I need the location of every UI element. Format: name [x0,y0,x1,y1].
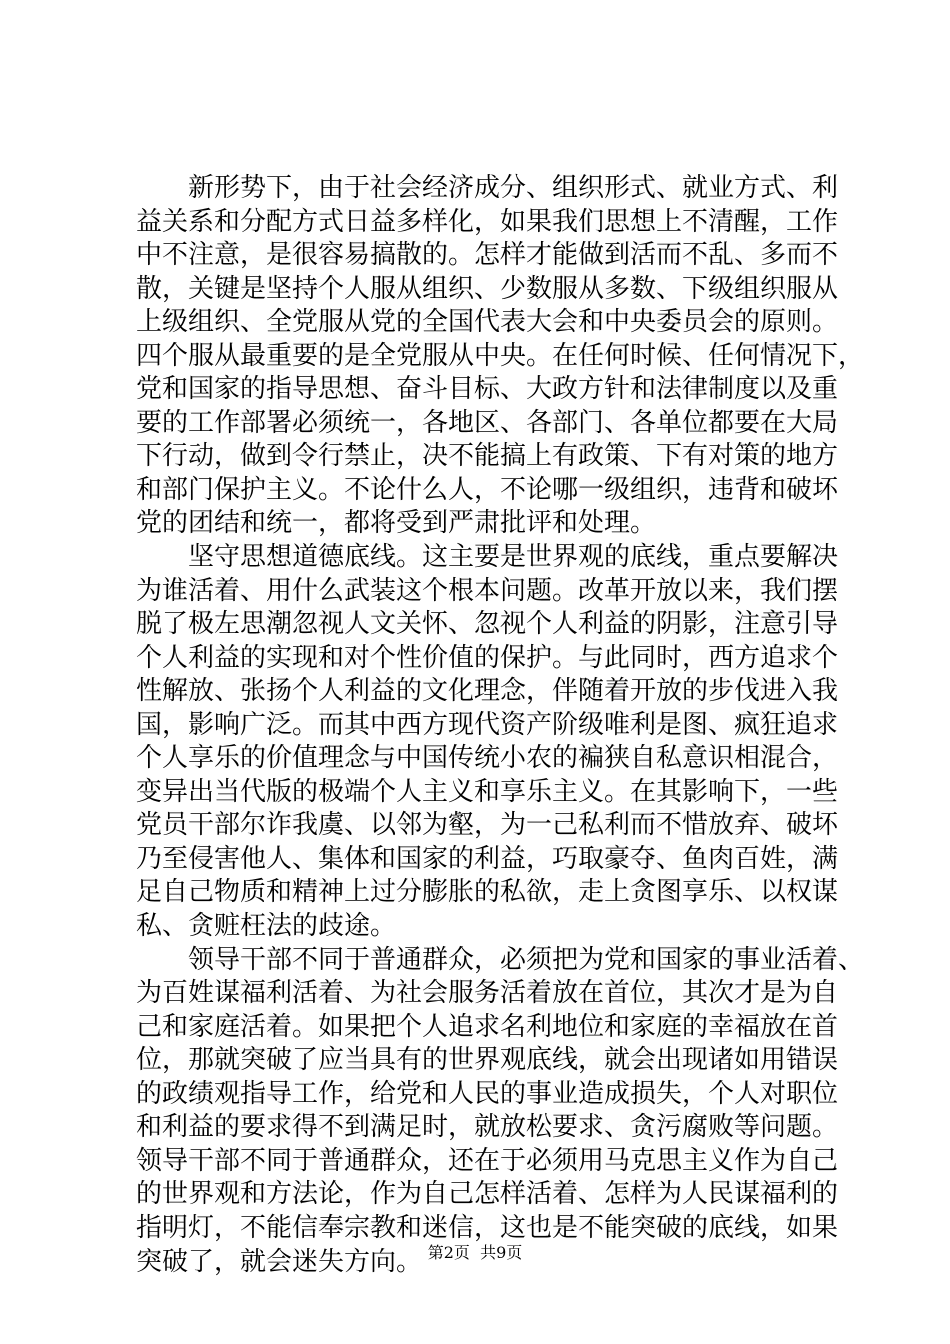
text-line: 突破了，就会迷失方向。 [136,1246,423,1277]
text-line: 党员干部尔诈我虞、以邻为壑，为一己私利而不惜放弃、破坏 [136,810,839,841]
text-line: 个人利益的实现和对个性价值的保护。与此同时，西方追求个 [136,642,839,673]
text-line: 中不注意，是很容易搞散的。怎样才能做到活而不乱、多而不 [136,240,839,271]
text-line: 国，影响广泛。而其中西方现代资产阶级唯利是图、疯狂追求 [136,709,839,740]
text-line: 指明灯，不能信奉宗教和迷信，这也是不能突破的底线，如果 [136,1212,839,1243]
text-line: 下行动，做到令行禁止，决不能搞上有政策、下有对策的地方 [136,441,839,472]
text-line: 己和家庭活着。如果把个人追求名利地位和家庭的幸福放在首 [136,1011,839,1042]
text-line: 党和国家的指导思想、奋斗目标、大政方针和法律制度以及重 [136,374,839,405]
text-line: 益关系和分配方式日益多样化，如果我们思想上不清醒，工作 [136,206,839,237]
text-line: 个人享乐的价值理念与中国传统小农的褊狭自私意识相混合， [136,743,839,774]
text-line: 和利益的要求得不到满足时，就放松要求、贪污腐败等问题。 [136,1112,839,1143]
text-line: 的世界观和方法论，作为自己怎样活着、怎样为人民谋福利的 [136,1179,839,1210]
text-line: 和部门保护主义。不论什么人，不论哪一级组织，违背和破坏 [136,474,839,505]
paragraph-1 [136,172,865,541]
paragraph-2 [136,541,839,944]
text-line: 上级组织、全党服从党的全国代表大会和中央委员会的原则。 [136,307,839,338]
text-line: 私、贪赃枉法的歧途。 [136,911,397,942]
text-line: 四个服从最重要的是全党服从中央。在任何时候、任何情况下， [136,340,865,371]
text-line: 脱了极左思潮忽视人文关怀、忽视个人利益的阴影，注意引导 [136,609,839,640]
text-line: 散，关键是坚持个人服从组织、少数服从多数、下级组织服从 [136,273,839,304]
text-line: 性解放、张扬个人利益的文化理念，伴随着开放的步伐进入我 [136,676,839,707]
text-line: 足自己物质和精神上过分膨胀的私欲，走上贪图享乐、以权谋 [136,877,839,908]
text-line: 党的团结和统一，都将受到严肃批评和处理。 [136,508,657,539]
text-line: 领导干部不同于普通群众，必须把为党和国家的事业活着、 [188,944,865,975]
text-line: 新形势下，由于社会经济成分、组织形式、就业方式、利 [188,173,839,203]
text-line: 要的工作部署必须统一，各地区、各部门、各单位都要在大局 [136,407,839,438]
text-line: 的政绩观指导工作，给党和人民的事业造成损失，个人对职位 [136,1078,839,1109]
paragraph-3 [136,944,865,1279]
text-line: 变异出当代版的极端个人主义和享乐主义。在其影响下，一些 [136,776,839,807]
text-line: 为谁活着、用什么武装这个根本问题。改革开放以来，我们摆 [136,575,839,606]
text-line: 领导干部不同于普通群众，还在于必须用马克思主义作为自己 [136,1145,839,1176]
text-line: 为百姓谋福利活着、为社会服务活着放在首位，其次才是为自 [136,978,839,1009]
text-line: 位，那就突破了应当具有的世界观底线，就会出现诸如用错误 [136,1045,839,1076]
page-number-footer: 第2页 共9页 [427,1243,523,1262]
text-line: 乃至侵害他人、集体和国家的利益，巧取豪夺、鱼肉百姓，满 [136,843,839,874]
text-line: 坚守思想道德底线。这主要是世界观的底线，重点要解决 [188,542,839,573]
document-body [136,172,865,1279]
